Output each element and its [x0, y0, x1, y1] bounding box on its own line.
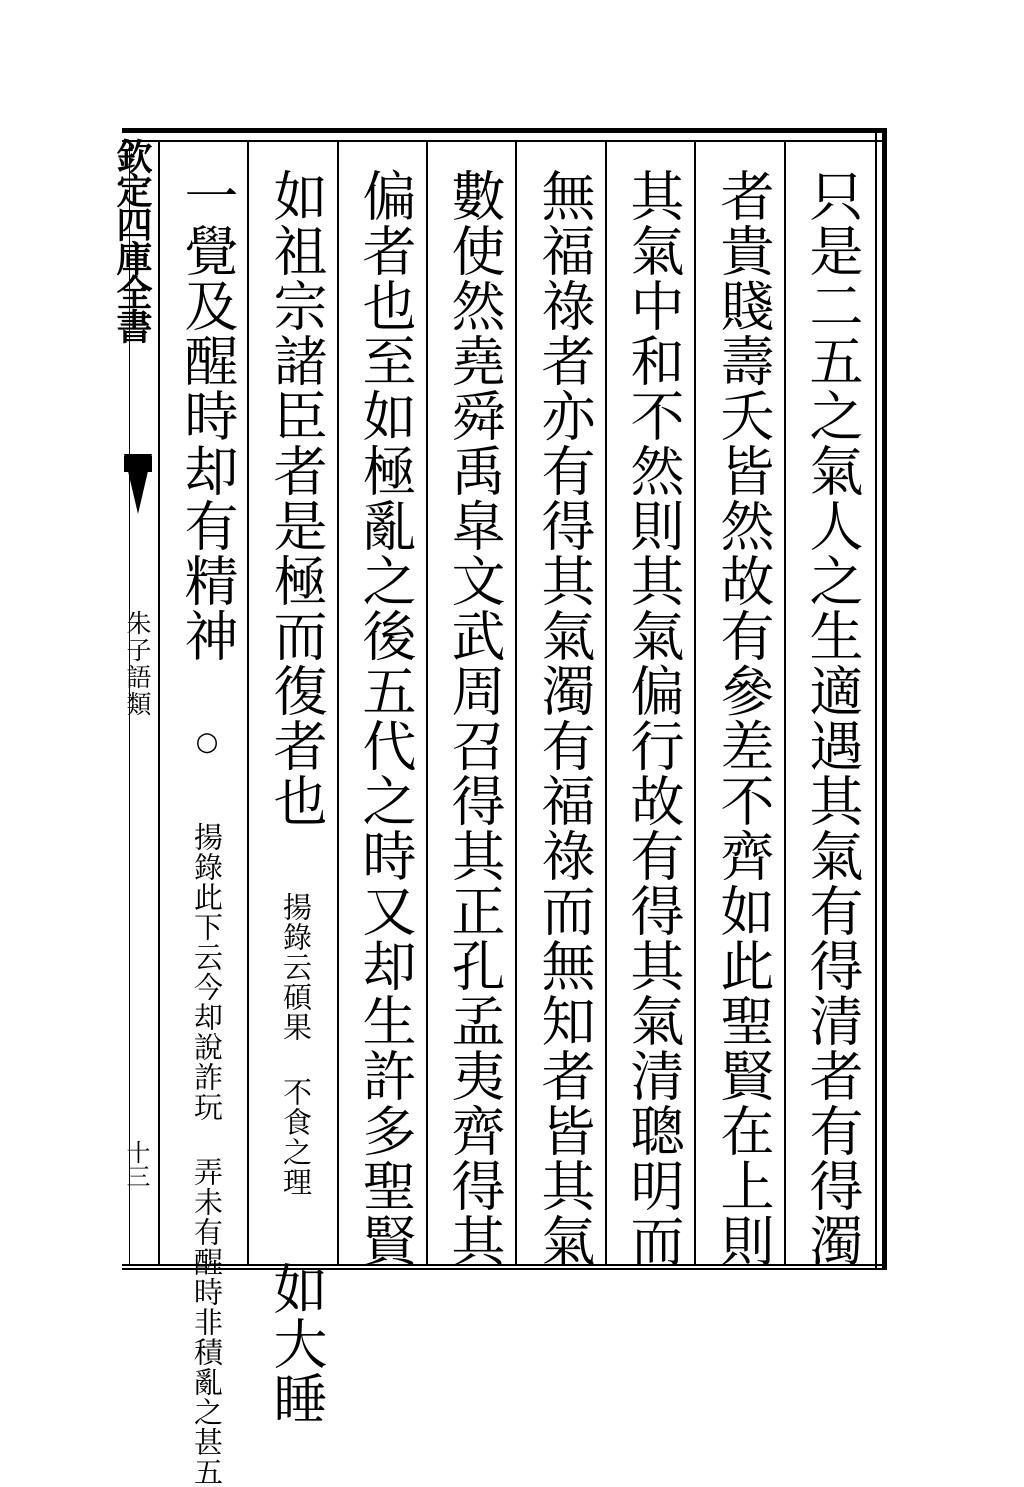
column-rule — [605, 142, 607, 1264]
column-rule — [694, 142, 696, 1264]
fishtail-mark — [124, 454, 152, 514]
note-right: 揚錄云碩果 — [279, 892, 313, 1042]
circle-mark: ○ — [192, 727, 222, 758]
column-rule — [247, 142, 249, 1264]
margin-book-title: 朱子語類 — [123, 610, 152, 718]
note-left: 不食之理 — [279, 1077, 313, 1197]
text-column-3: 其氣中和不然則其氣偏行故有得其氣清聰明而 — [622, 168, 685, 1268]
text-column-8 — [170, 168, 244, 1487]
text-column-6: 偏者也至如極亂之後五代之時又却生許多聖賢 — [354, 168, 417, 1268]
text-column-5: 數使然堯舜禹皐文武周召得其正孔孟夷齊得其 — [443, 168, 506, 1268]
note-right: 揚錄此下云今却說詐玩 — [190, 822, 224, 1122]
text-column-7 — [259, 168, 333, 1426]
text-column-2: 者貴賤壽夭皆然故有參差不齊如此聖賢在上則 — [712, 168, 775, 1268]
main-text: 一覺及醒時却有精神 — [176, 168, 239, 663]
column-rule — [784, 142, 786, 1264]
column-rule — [158, 142, 160, 1264]
interlinear-note — [189, 822, 225, 1487]
interlinear-note — [278, 892, 314, 1197]
text-column-1: 只是二五之氣人之生適遇其氣有得清者有得濁 — [801, 168, 864, 1268]
frame-right-border — [875, 128, 887, 1268]
main-text: 如祖宗諸臣者是極而復者也 — [265, 168, 328, 828]
frame-top-border — [122, 128, 884, 142]
text-column-4: 無福祿者亦有得其氣濁有福祿而無知者皆其氣 — [533, 168, 596, 1268]
column-rule — [426, 142, 428, 1264]
page-number: 十三 — [122, 1140, 150, 1188]
note-left: 弄未有醒時非積亂之甚五 — [190, 1157, 224, 1487]
column-rule — [337, 142, 339, 1264]
main-text-tail: 如大睡 — [265, 1261, 328, 1426]
margin-title: 欽定四庫全書 — [111, 138, 153, 342]
column-rule — [515, 142, 517, 1264]
